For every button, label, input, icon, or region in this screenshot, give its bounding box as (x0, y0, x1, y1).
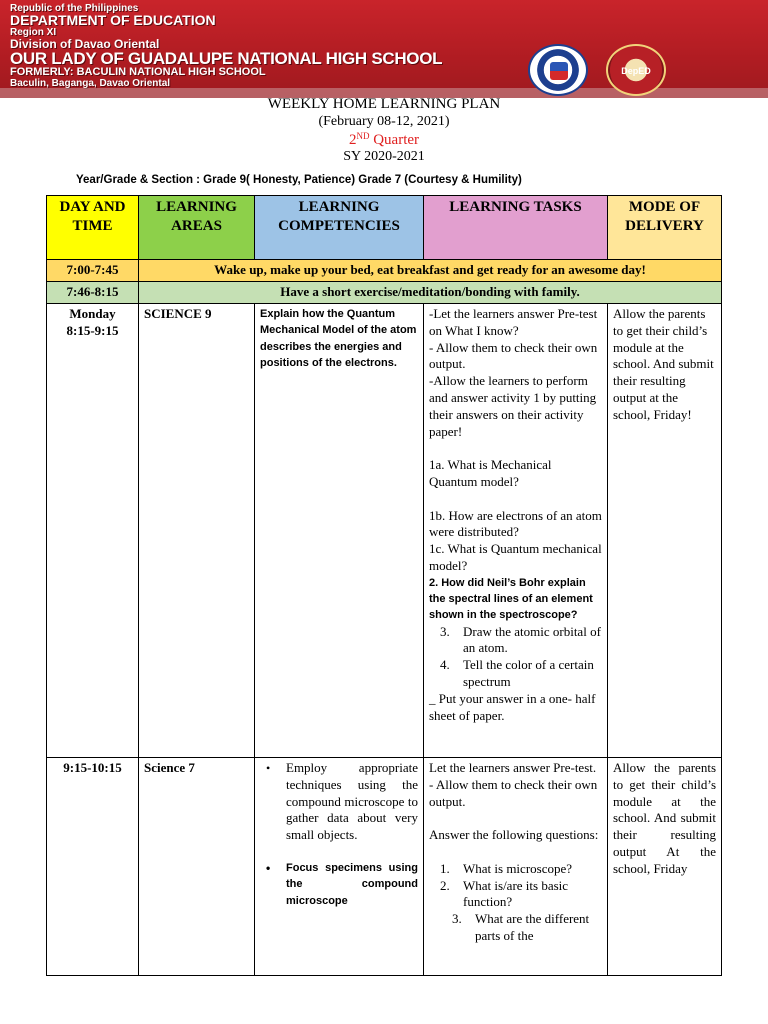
row1-task-a: -Let the learners answer Pre-test on What I know? (429, 306, 598, 338)
list-item: 2. What is/are its basic function? (440, 877, 569, 910)
row1-task-4: Tell the color of a certain spectrum (463, 657, 594, 690)
row1-task-list (429, 624, 602, 691)
list-item: 4. Tell the color of a certain spectrum (440, 657, 594, 690)
plan-dates: (February 08-12, 2021) (318, 114, 450, 129)
republic-text: Republic of the Philippines (10, 3, 139, 14)
row2-comp-1: Employ appropriate techniques using the compound microscope to gather data about very small objects. (286, 760, 418, 843)
row2-area: Science 7 (139, 758, 255, 976)
header-mode-of-delivery: MODE OF DELIVERY (608, 196, 722, 260)
row2-competencies (255, 758, 424, 976)
row2-task-b: - Allow them to check their own output. (429, 776, 598, 809)
row1-mode: Allow the parents to get their child’s module at the school. And submit their resulting output at the school, Friday! (608, 304, 722, 758)
row1-task-2: 2. How did Neil’s Bohr explain the spectral lines of an element shown in the spectroscope? (429, 576, 593, 622)
region-text: Region XI (10, 27, 57, 38)
list-item: 3. Draw the atomic orbital of an atom. (440, 623, 601, 656)
row2-tasks (424, 758, 608, 976)
table-header-row (47, 196, 722, 260)
row1-tasks (424, 304, 608, 758)
row1-competency: Explain how the Quantum Mechanical Model of the atom describes the energies and positions of the electrons. (255, 304, 424, 758)
list-item: 1. What is microscope? (440, 860, 573, 876)
list-item: • Employ appropriate techniques using the compound microscope to gather data about very small objects. (266, 760, 418, 843)
school-logo-text: DepED (621, 66, 651, 76)
address-text: Baculin, Baganga, Davao Oriental (10, 78, 171, 89)
band-time-1: 7:00-7:45 (47, 260, 139, 282)
row2-mode: Allow the parents to get their child’s module at the school. And submit their resulting output At the school, Friday (608, 758, 722, 976)
quarter-word: Quarter (369, 132, 420, 148)
row1-task-3: Draw the atomic orbital of an atom. (463, 623, 601, 656)
row1-task-1b: 1b. How are electrons of an atom were distributed? (429, 507, 602, 540)
header-day-time: DAY AND TIME (47, 196, 139, 260)
row2-question-list (429, 861, 602, 945)
band-time-2: 7:46-8:15 (47, 282, 139, 304)
plan-title: WEEKLY HOME LEARNING PLAN (267, 96, 501, 112)
band-text-2: Have a short exercise/meditation/bonding with family. (139, 282, 722, 304)
header-learning-areas: LEARNING AREAS (139, 196, 255, 260)
row1-task-b: - Allow them to check their own output. (429, 339, 598, 372)
band-text-1: Wake up, make up your bed, eat breakfast and get ready for an awesome day! (139, 260, 722, 282)
quarter-suffix: ND (356, 131, 370, 141)
row1-task-1c: 1c. What is Quantum mechanical model? (429, 541, 602, 573)
row2-task-c: Answer the following questions: (429, 827, 599, 843)
table-row (47, 758, 722, 976)
list-item: • Focus specimens using the compound microscope (266, 860, 418, 907)
quarter-title (0, 131, 768, 149)
row2-comp-2: Focus specimens using the compound microscope (286, 861, 418, 907)
row2-q3: What are the different parts of the (475, 911, 590, 943)
row2-competency-list (260, 760, 418, 909)
row2-q1: What is microscope? (463, 860, 573, 876)
row1-day: Monday (69, 306, 116, 321)
row1-day-cell (47, 304, 139, 758)
row1-task-c: -Allow the learners to perform and answer activity 1 by putting their answers on their activity paper! (429, 373, 597, 439)
row2-task-a: Let the learners answer Pre-test. (429, 760, 597, 775)
row1-task-put: _ Put your answer in a one- half sheet of paper. (429, 690, 596, 723)
school-year: SY 2020-2021 (343, 149, 425, 164)
row1-time: 8:15-9:15 (66, 322, 119, 338)
table-row (47, 304, 722, 758)
band-row-exercise (47, 282, 722, 304)
row2-time: 9:15-10:15 (47, 758, 139, 976)
department-text: DEPARTMENT OF EDUCATION (10, 12, 216, 28)
grade-section-line: Year/Grade & Section : Grade 9( Honesty, Patience) Grade 7 (Courtesy & Humility) (76, 174, 522, 186)
row2-q2: What is/are its basic function? (463, 877, 569, 910)
formerly-text: FORMERLY: BACULIN NATIONAL HIGH SCHOOL (10, 66, 266, 78)
school-name: OUR LADY OF GUADALUPE NATIONAL HIGH SCHOOL (10, 49, 443, 68)
header-learning-tasks: LEARNING TASKS (424, 196, 608, 260)
row1-task-1a: 1a. What is Mechanical Quantum model? (429, 457, 552, 489)
band-row-morning (47, 260, 722, 282)
learning-plan-table (46, 195, 722, 976)
school-logo (606, 44, 666, 96)
division-text: Division of Davao Oriental (10, 37, 160, 51)
list-item: 3. What are the different parts of the (452, 911, 590, 943)
quarter-number: 2 (348, 132, 357, 148)
header-learning-competencies: LEARNING COMPETENCIES (255, 196, 424, 260)
row1-area: SCIENCE 9 (139, 304, 255, 758)
deped-seal-logo (528, 44, 588, 96)
